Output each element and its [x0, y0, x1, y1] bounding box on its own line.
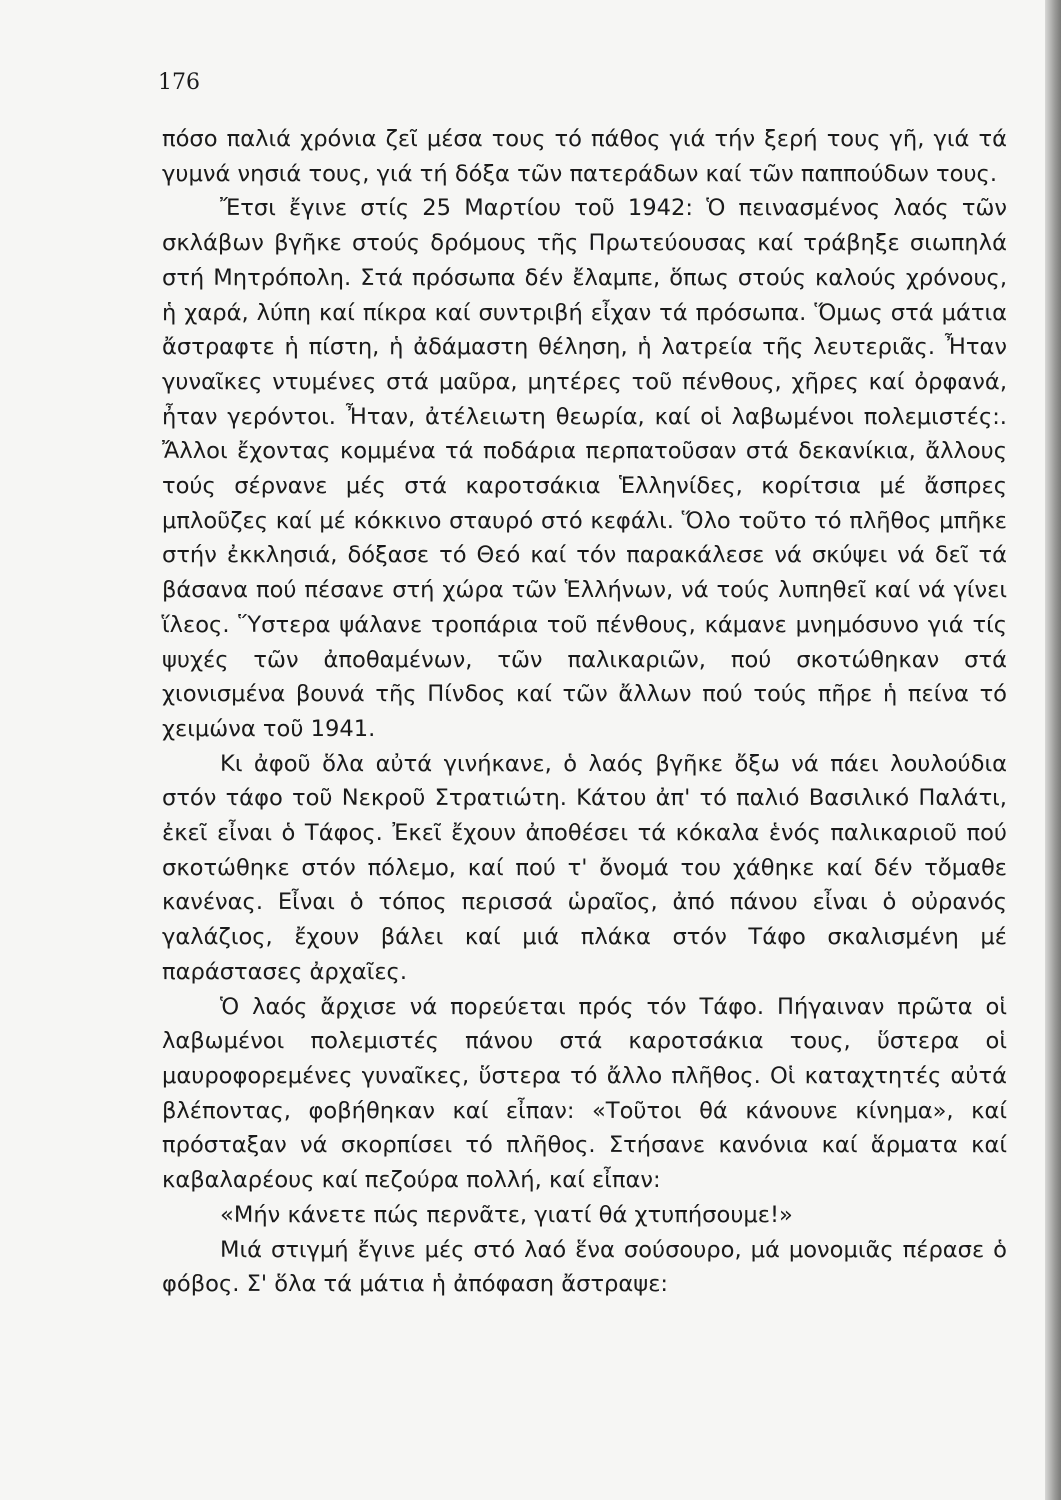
paragraph-3: Κι ἀφοῦ ὅλα αὐτά γινήκανε, ὁ λαός βγῆκε ὄξω νά πάει λουλούδια στόν τάφο τοῦ Νεκροῦ Στρατιώτη. Κάτου ἀπ' τό παλιό Βασιλικό Παλάτι, ἐκεῖ εἶναι ὁ Τάφος. Ἐκεῖ ἔχουν ἀποθέσει τά κόκαλα ἑνός παλικαριοῦ πού σκοτώθηκε στόν πόλεμο, καί πού τ' ὄνομά του χάθηκε καί δέν τὄμαθε κανένας. Εἶναι ὁ τόπος περισσά ὡραῖος, ἀπό πάνου εἶναι ὁ οὐρανός γαλάζιος, ἔχουν βάλει καί μιά πλάκα στόν Τάφο σκαλισμένη μέ παράστασες ἀρχαῖες. — [162, 750, 1007, 985]
paragraph-2: Ἔτσι ἔγινε στίς 25 Μαρτίου τοῦ 1942: Ὁ πεινασμένος λαός τῶν σκλάβων βγῆκε στούς δρόμους τῆς Πρωτεύουσας καί τράβηξε σιωπηλά στή Μητρόπολη. Στά πρόσωπα δέν ἔλαμπε, ὅπως στούς καλούς χρόνους, ἡ χαρά, λύπη καί πίκρα καί συντριβή εἶχαν τά πρόσωπα. Ὅμως στά μάτια ἄστραφτε ἡ πίστη, ἡ ἀδάμαστη θέληση, ἡ λατρεία τῆς λευτεριᾶς. Ἦταν γυναῖκες ντυμένες στά μαῦρα, μητέρες τοῦ πένθους, χῆρες καί ὀρφανά, ἦταν γερόντοι. Ἦταν, ἀτέλειωτη θεωρία, καί οἱ λαβωμένοι πολεμιστές:. Ἄλλοι ἔχοντας κομμένα τά ποδάρια περπατοῦσαν στά δεκανίκια, ἄλλους τούς σέρνανε μές στά καροτσάκια Ἑλληνίδες, κορίτσια μέ ἄσπρες μπλοῦζες καί μέ κόκκινο σταυρό στό κεφάλι. Ὅλο τοῦτο τό πλῆθος μπῆκε στήν ἐκκλησιά, δόξασε τό Θεό καί τόν παρακάλεσε νά σκύψει νά δεῖ τά βάσανα πού πέσανε στή χώρα τῶν Ἑλλήνων, νά τούς λυπηθεῖ καί νά γίνει ἵλεος. Ὕστερα ψάλανε τροπάρια τοῦ πένθους, κάμανε μνημόσυνο γιά τίς ψυχές τῶν ἀποθαμένων, τῶν παλικαριῶν, πού σκοτώθηκαν στά χιονισμένα βουνά τῆς Πίνδος καί τῶν ἄλλων πού τούς πῆρε ἡ πείνα τό χειμώνα τοῦ 1941. — [162, 195, 1007, 742]
page-number: 176 — [158, 70, 200, 95]
body-text — [162, 122, 1007, 1302]
paragraph-1: πόσο παλιά χρόνια ζεῖ μέσα τους τό πάθος γιά τήν ξερή τους γῆ, γιά τά γυμνά νησιά τους, γιά τή δόξα τῶν πατεράδων καί τῶν παππούδων τους. — [162, 126, 1007, 187]
paragraph-5-quote: «Μήν κάνετε πώς περνᾶτε, γιατί θά χτυπήσουμε!» — [220, 1201, 793, 1228]
scan-page-edge — [1045, 0, 1061, 1500]
paragraph-4: Ὁ λαός ἄρχισε νά πορεύεται πρός τόν Τάφο. Πήγαιναν πρῶτα οἱ λαβωμένοι πολεμιστές πάνου στά καροτσάκια τους, ὕστερα οἱ μαυροφορεμένες γυναῖκες, ὕστερα τό ἄλλο πλῆθος. Οἱ καταχτητές αὐτά βλέποντας, φοβήθηκαν καί εἶπαν: «Τοῦτοι θά κάνουνε κίνημα», καί πρόσταξαν νά σκορπίσει τό πλῆθος. Στήσανε κανόνια καί ἅρματα καί καβαλαρέους καί πεζούρα πολλή, καί εἶπαν: — [162, 993, 1007, 1194]
paragraph-6: Μιά στιγμή ἔγινε μές στό λαό ἕνα σούσουρο, μά μονομιᾶς πέρασε ὁ φόβος. Σ' ὅλα τά μάτια ἡ ἀπόφαση ἄστραψε: — [162, 1236, 1007, 1298]
